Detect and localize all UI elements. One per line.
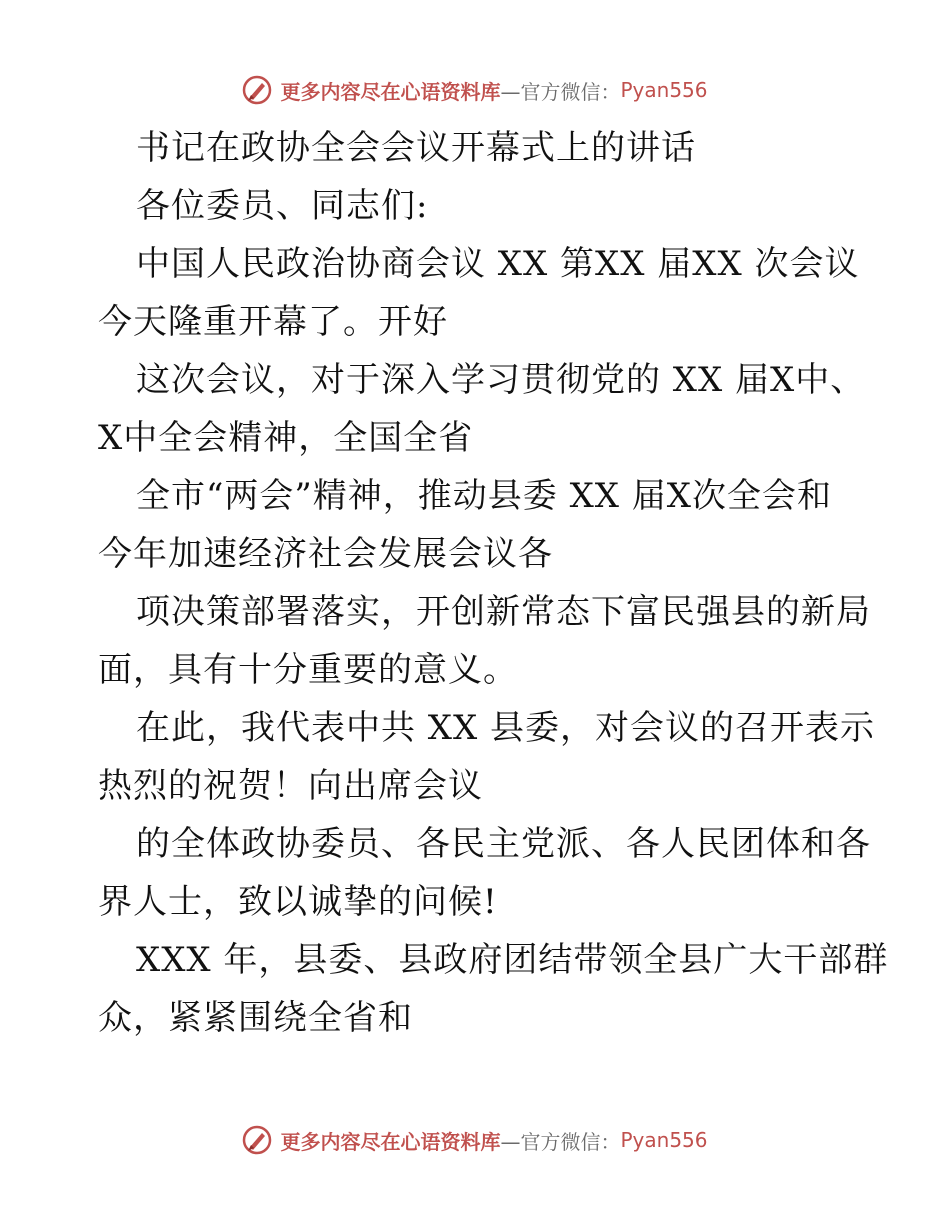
paragraph-line: 在此，我代表中共 XX 县委，对会议的召开表示 (136, 708, 876, 748)
banner-wechat-id: Pyan556 (620, 78, 708, 102)
document-title: 书记在政协全会会议开幕式上的讲话 (136, 128, 696, 168)
paragraph-line: 面，具有十分重要的意义。 (98, 650, 518, 690)
paragraph-line: 中国人民政治协商会议 XX 第XX 届XX 次会议 (136, 244, 860, 284)
paragraph-line: XXX 年，县委、县政府团结带领全县广大干部群 (136, 940, 889, 980)
paragraph-line: 热烈的祝贺！向出席会议 (98, 766, 483, 806)
banner-text: 更多内容尽在心语资料库 (280, 1129, 501, 1154)
pen-logo-icon (242, 75, 272, 105)
paragraph-line: 项决策部署落实，开创新常态下富民强县的新局 (136, 592, 871, 632)
salutation: 各位委员、同志们: (136, 186, 429, 226)
paragraph-line: X中全会精神，全国全省 (98, 418, 474, 458)
banner-wechat-label: —官方微信： (500, 1129, 621, 1154)
banner-wechat-label: —官方微信： (500, 79, 621, 104)
paragraph-line: 全市“两会”精神，推动县委 XX 届X次全会和 (136, 476, 832, 516)
paragraph-line: 界人士，致以诚挚的问候! (98, 882, 498, 922)
banner-text: 更多内容尽在心语资料库 (280, 79, 501, 104)
banner-wechat-id: Pyan556 (620, 1128, 708, 1152)
paragraph-line: 这次会议，对于深入学习贯彻党的 XX 届X中、 (136, 360, 866, 400)
paragraph-line: 今天隆重开幕了。开好 (98, 302, 448, 342)
pen-logo-icon (242, 1125, 272, 1155)
footer-banner (0, 1120, 950, 1160)
header-banner (0, 70, 950, 110)
paragraph-line: 的全体政协委员、各民主党派、各人民团体和各 (136, 824, 871, 864)
paragraph-line: 今年加速经济社会发展会议各 (98, 534, 553, 574)
paragraph-line: 众，紧紧围绕全省和 (98, 998, 413, 1038)
